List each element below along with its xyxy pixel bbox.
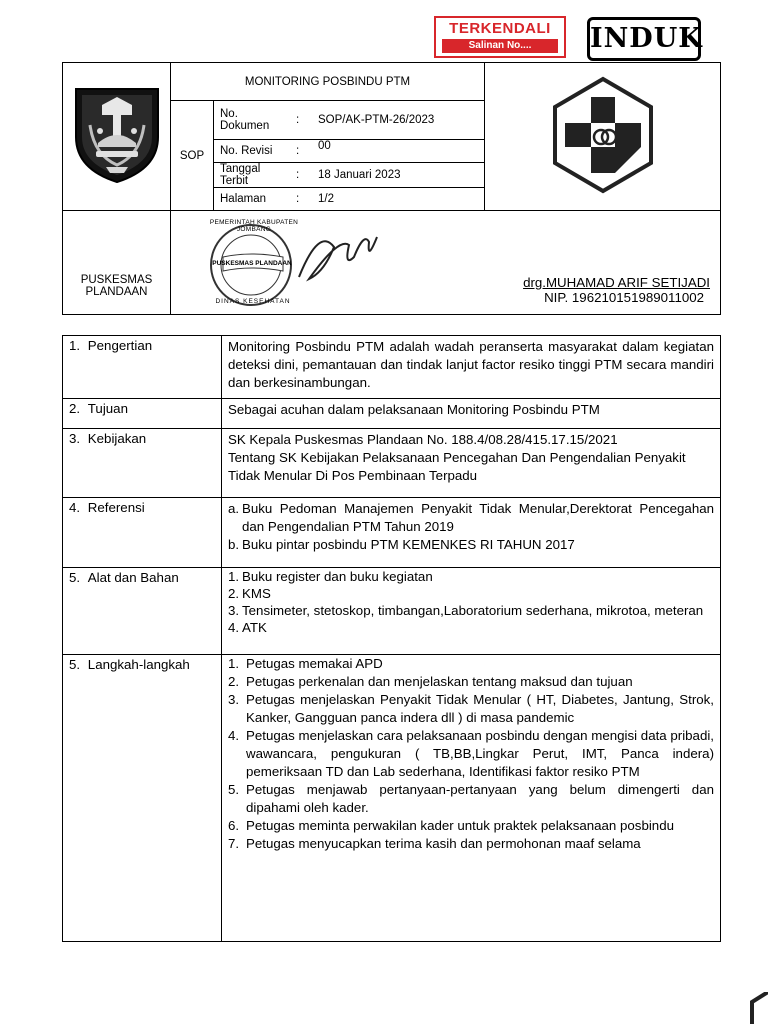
regency-emblem-icon <box>72 85 162 185</box>
list-item-text: Buku Pedoman Manajemen Penyakit Tidak Menular,Derektorat Pencegahan dan Pengendalian PTM Tahun 2019 <box>242 501 714 534</box>
sop-label: SOP <box>171 101 214 211</box>
section-label <box>63 429 222 498</box>
info-row-document-number <box>214 101 484 140</box>
seal-top-text: PEMERINTAH KABUPATEN JOMBANG <box>209 219 299 233</box>
sop-header-table <box>62 62 721 315</box>
list-item-marker: 1. <box>228 569 240 584</box>
list-item <box>228 817 714 835</box>
list-item-text: Petugas menjawab pertanyaan-pertanyaan yang belum dimengerti dan dipahami oleh kader. <box>246 782 714 815</box>
list-item-marker: 2. <box>228 586 240 601</box>
list-item <box>228 835 714 853</box>
list-item-marker: 3. <box>228 692 240 707</box>
list-item-text: Petugas perkenalan dan menjelaskan tentang maksud dan tujuan <box>246 674 633 689</box>
list-item-text: Petugas menjelaskan Penyakit Tidak Menular ( HT, Diabetes, Jantung, Strok, Kanker, Gangguan panca indera dll ) di masa pandemic <box>246 692 714 725</box>
list-item-text: Tensimeter, stetoskop, timbangan,Laboratorium sederhana, mikrotoa, meteran <box>242 603 704 618</box>
list-item-text: Petugas meminta perwakilan kader untuk praktek pelaksanaan posbindu <box>246 818 674 833</box>
signer-block <box>523 275 710 305</box>
list-item <box>228 536 714 554</box>
signer-name: drg.MUHAMAD ARIF SETIJADI <box>523 275 710 290</box>
section-label <box>63 399 222 429</box>
list-item-text: Buku pintar posbindu PTM KEMENKES RI TAHUN 2017 <box>242 537 575 552</box>
section-label <box>63 655 222 942</box>
list-item-text: Petugas memakai APD <box>246 656 383 671</box>
organization-cell <box>63 211 171 315</box>
info-value: 1/2 <box>318 193 334 205</box>
induk-stamp: INDUK <box>587 17 701 61</box>
list-item-marker: 6. <box>228 818 240 833</box>
list-item-text: Petugas menyucapkan terima kasih dan permohonan maaf selama <box>246 836 641 851</box>
list-item <box>228 691 714 727</box>
puskesmas-logo-icon <box>543 75 663 195</box>
section-row-referensi <box>63 498 721 568</box>
list-item <box>228 781 714 817</box>
info-row-page <box>214 188 484 211</box>
list-item-text: ATK <box>242 620 267 635</box>
signer-nip: NIP. 196210151989011002 <box>544 290 705 305</box>
list-item-marker: a. <box>228 501 240 516</box>
section-number: 4. <box>69 500 81 515</box>
info-row-issue-date <box>214 163 484 188</box>
list-item-marker: 7. <box>228 836 240 851</box>
info-label: No. Dokumen <box>214 101 290 140</box>
section-row-tujuan <box>63 399 721 429</box>
document-title: MONITORING POSBINDU PTM <box>171 63 485 101</box>
organization-line-2: PLANDAAN <box>85 286 148 298</box>
organization-line-1: PUSKESMAS <box>80 274 153 286</box>
section-number: 5. <box>69 657 81 672</box>
list-item <box>228 500 714 536</box>
section-text: Sebagai acuhan dalam pelaksanaan Monitoring Posbindu PTM <box>222 399 721 429</box>
list-item <box>228 602 714 619</box>
info-label: Tanggal Terbit <box>214 163 290 188</box>
copy-number-label: Salinan No.... <box>442 39 558 53</box>
list-item-text: KMS <box>242 586 271 601</box>
section-list <box>222 655 721 942</box>
section-title: Alat dan Bahan <box>87 570 179 585</box>
list-item <box>228 619 714 636</box>
info-separator: : <box>290 163 312 188</box>
info-row-revision <box>214 140 484 163</box>
list-item-marker: 4. <box>228 728 240 743</box>
policy-line-1: SK Kepala Puskesmas Plandaan No. 188.4/08.28/415.17.15/2021 <box>228 432 618 447</box>
section-title: Kebijakan <box>87 431 147 446</box>
seal-center-text: PUSKESMAS PLANDAAN <box>212 260 292 267</box>
info-separator: : <box>296 193 300 205</box>
info-value: 00 <box>312 140 484 163</box>
regency-logo-cell <box>63 63 171 211</box>
section-title: Langkah-langkah <box>87 657 190 672</box>
section-row-langkah <box>63 655 721 942</box>
sop-content-table <box>62 335 721 942</box>
section-number: 5. <box>69 570 81 585</box>
section-number: 1. <box>69 338 81 353</box>
section-number: 3. <box>69 431 81 446</box>
document-info-table <box>214 101 484 210</box>
info-value: 18 Januari 2023 <box>312 163 484 188</box>
section-number: 2. <box>69 401 81 416</box>
section-list <box>222 498 721 568</box>
section-row-kebijakan <box>63 429 721 498</box>
list-item <box>228 655 714 673</box>
section-list <box>222 568 721 655</box>
section-title: Tujuan <box>87 401 128 416</box>
approval-cell <box>171 211 721 315</box>
list-item-marker: 3. <box>228 603 240 618</box>
list-item-marker: 2. <box>228 674 240 689</box>
terkendali-label: TERKENDALI <box>449 20 551 37</box>
page-corner-icon <box>740 992 768 1024</box>
section-text <box>222 429 721 498</box>
info-label: No. Revisi <box>214 140 290 163</box>
section-row-alat-bahan <box>63 568 721 655</box>
list-item <box>228 727 714 781</box>
list-item-marker: b. <box>228 537 240 552</box>
info-separator: : <box>290 140 312 163</box>
section-title: Referensi <box>87 500 145 515</box>
list-item <box>228 568 714 585</box>
info-label: Halaman <box>220 193 267 205</box>
section-row-pengertian <box>63 336 721 399</box>
list-item-text: Petugas menjelaskan cara pelaksanaan posbindu dengan mengisi data pribadi, wawancara, pengukuran ( TB,BB,Lingkar Perut, IMT, Panca indera) pemeriksaan TD dan Lab sederhana, Identifikasi faktor resiko PTM <box>246 728 714 779</box>
list-item <box>228 585 714 602</box>
section-label <box>63 568 222 655</box>
info-separator: : <box>290 101 312 140</box>
seal-bottom-text: DINAS KESEHATAN <box>215 298 291 305</box>
list-item-marker: 4. <box>228 620 240 635</box>
terkendali-stamp <box>434 16 566 58</box>
list-item <box>228 673 714 691</box>
list-item-marker: 5. <box>228 782 240 797</box>
document-info-cell <box>214 101 485 211</box>
section-label <box>63 336 222 399</box>
list-item-text: Buku register dan buku kegiatan <box>242 569 433 584</box>
section-label <box>63 498 222 568</box>
policy-line-2: Tentang SK Kebijakan Pelaksanaan Pencegahan Dan Pengendalian Penyakit Tidak Menular Di Pos Pembinaan Terpadu <box>228 450 686 483</box>
list-item-marker: 1. <box>228 656 240 671</box>
section-title: Pengertian <box>87 338 153 353</box>
health-logo-cell <box>485 63 721 211</box>
info-value: SOP/AK-PTM-26/2023 <box>312 101 484 140</box>
section-text: Monitoring Posbindu PTM adalah wadah peranserta masyarakat dalam kegiatan deteksi dini, pemantauan dan tindak lanjut factor resiko tinggi PTM secara mandiri dan berkesinambungan. <box>222 336 721 399</box>
